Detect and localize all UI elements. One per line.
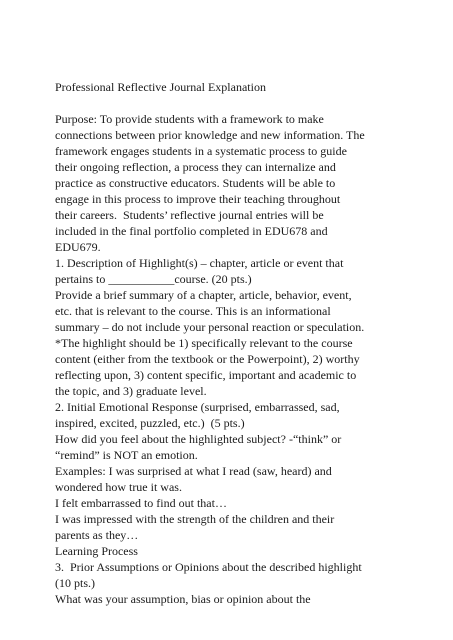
- purpose-line: EDU679.: [55, 240, 101, 254]
- section-line: 1. Description of Highlight(s) – chapter, article or event that: [55, 256, 344, 270]
- section-line: I was impressed with the strength of the children and their: [55, 512, 335, 526]
- section-line: reflecting upon, 3) content specific, important and academic to: [55, 368, 357, 382]
- section-line: Provide a brief summary of a chapter, article, behavior, event,: [55, 288, 352, 302]
- purpose-line: their ongoing reflection, a process they can internalize and: [55, 160, 336, 174]
- title-line: Professional Reflective Journal Explanation: [55, 80, 266, 94]
- section-line: (10 pts.): [55, 576, 95, 590]
- section-line: Examples: I was surprised at what I read (saw, heard) and: [55, 464, 332, 478]
- journal-sections: [55, 255, 430, 607]
- section-line: summary – do not include your personal reaction or speculation.: [55, 320, 365, 334]
- section-line: What was your assumption, bias or opinion about the: [55, 592, 311, 606]
- section-line: *The highlight should be 1) specifically relevant to the course: [55, 336, 353, 350]
- section-line: 2. Initial Emotional Response (surprised, embarrassed, sad,: [55, 400, 340, 414]
- purpose-line: included in the final portfolio completed in EDU678 and: [55, 224, 328, 238]
- section-line: How did you feel about the highlighted subject? -“think” or: [55, 432, 342, 446]
- section-line: content (either from the textbook or the Powerpoint), 2) worthy: [55, 352, 360, 366]
- section-line: the topic, and 3) graduate level.: [55, 384, 207, 398]
- section-line: wondered how true it was.: [55, 480, 182, 494]
- section-line: I felt embarrassed to find out that…: [55, 496, 227, 510]
- purpose-paragraph: [55, 111, 430, 255]
- section-line: “remind” is NOT an emotion.: [55, 448, 198, 462]
- document-title: [55, 79, 430, 95]
- section-line: etc. that is relevant to the course. This is an informational: [55, 304, 331, 318]
- section-line: inspired, excited, puzzled, etc.) (5 pts.): [55, 416, 245, 430]
- section-line: 3. Prior Assumptions or Opinions about the described highlight: [55, 560, 362, 574]
- purpose-line: framework engages students in a systematic process to guide: [55, 144, 347, 158]
- purpose-line: practice as constructive educators. Students will be able to: [55, 176, 336, 190]
- purpose-line: Purpose: To provide students with a framework to make: [55, 112, 324, 126]
- section-line: Learning Process: [55, 544, 138, 558]
- purpose-line: engage in this process to improve their teaching throughout: [55, 192, 341, 206]
- section-line: parents as they…: [55, 528, 139, 542]
- purpose-line: connections between prior knowledge and new information. The: [55, 128, 365, 142]
- purpose-line: their careers. Students’ reflective journal entries will be: [55, 208, 324, 222]
- section-line: pertains to ___________course. (20 pts.): [55, 272, 252, 286]
